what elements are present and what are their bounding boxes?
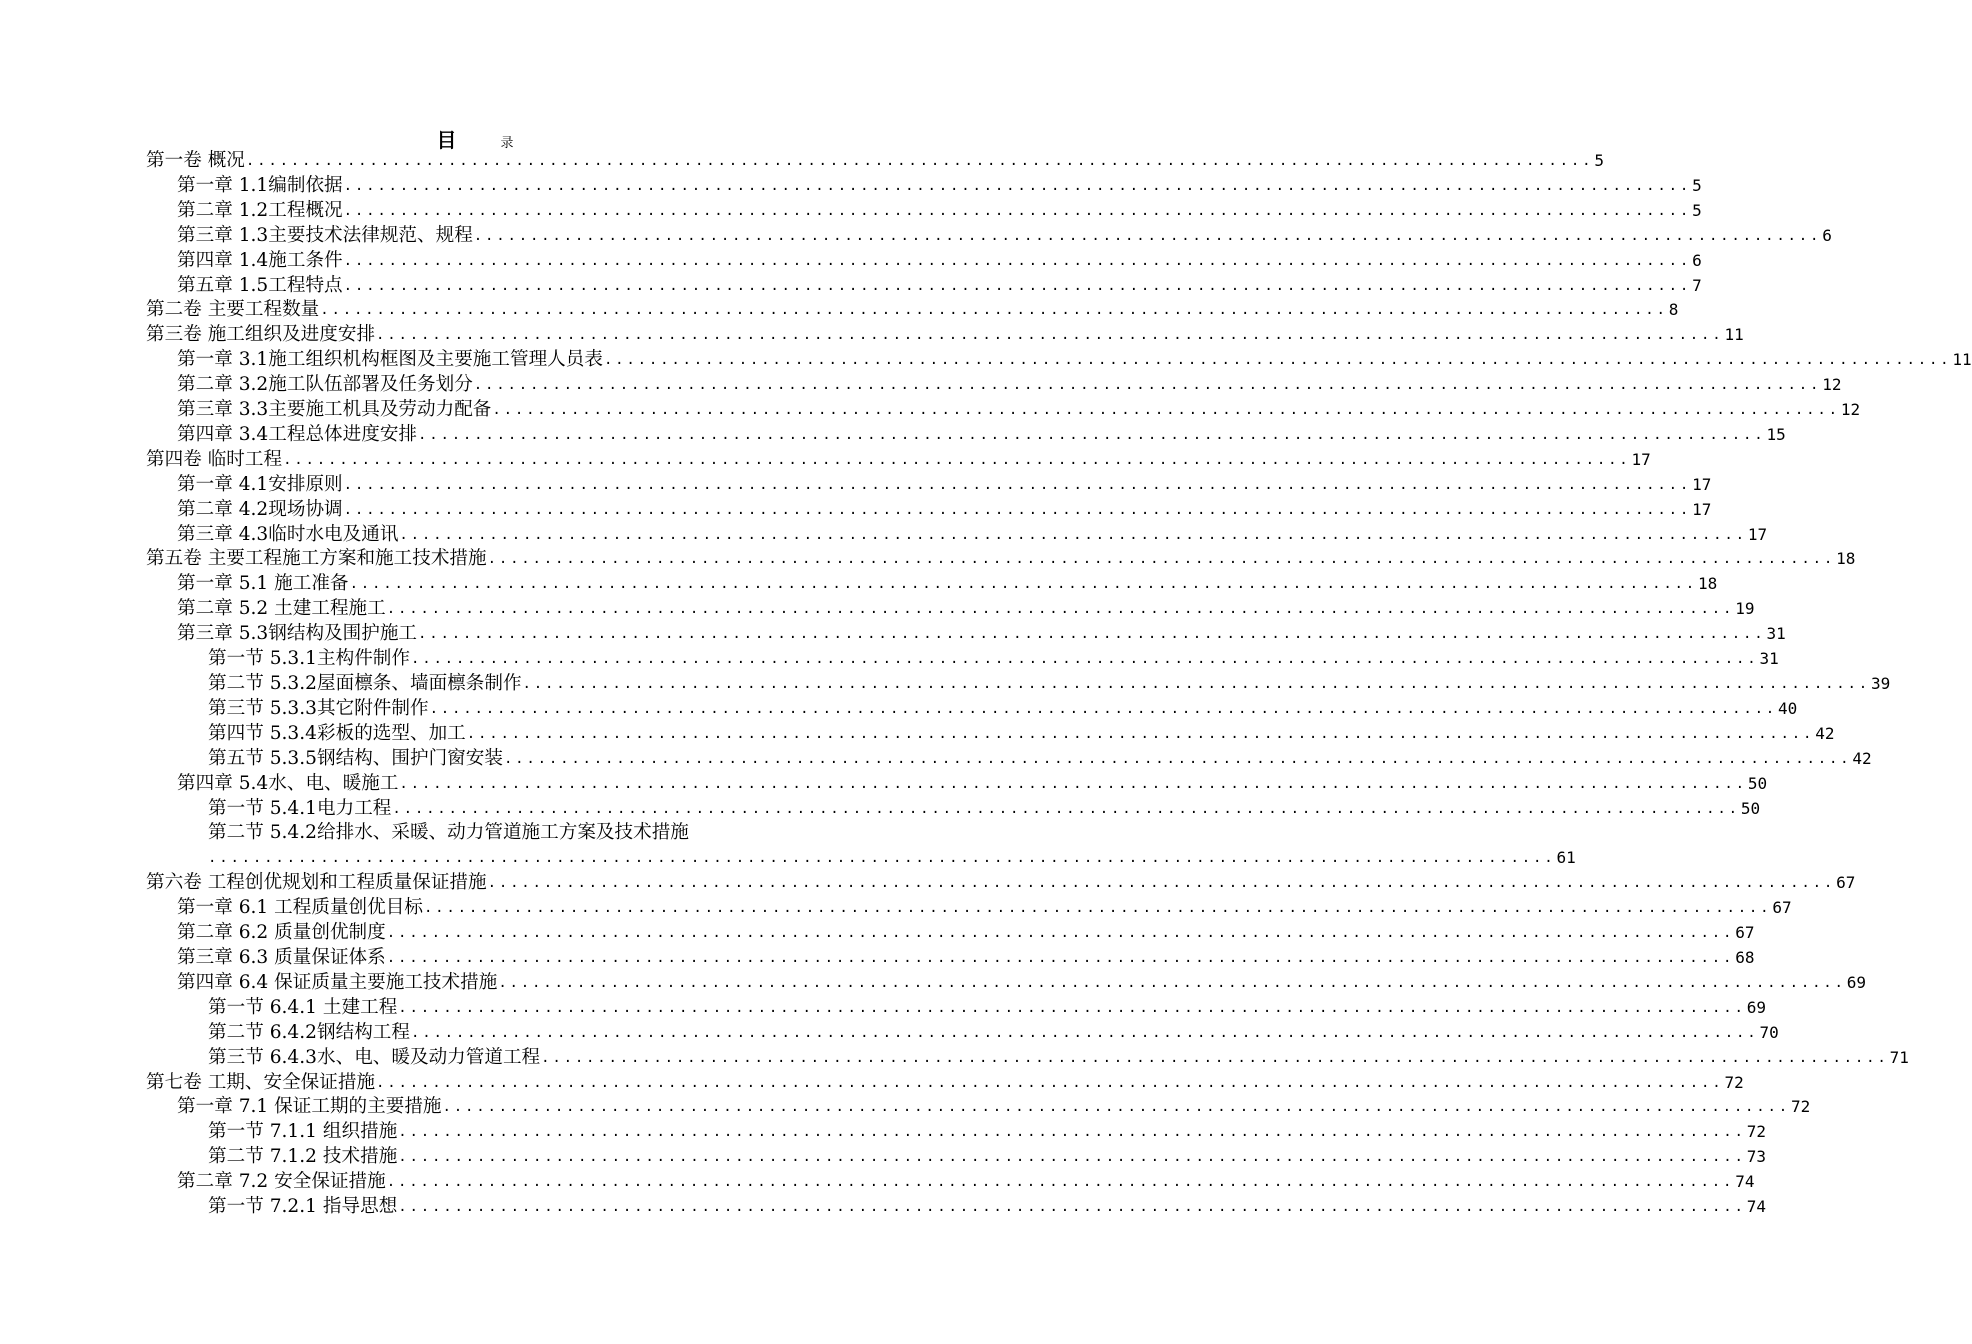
toc-dot-leader: ........................................................................................................................ [442,1099,1790,1116]
toc-entry[interactable] [146,946,1755,971]
toc-entry-label: 第三章 1.3主要技术法律规范、规程 [177,224,473,246]
toc-entry[interactable] [146,672,1891,697]
toc-page-number: 17 [1692,474,1712,494]
toc-entry[interactable] [146,846,1576,871]
toc-entry[interactable] [146,149,1604,174]
toc-entry-label: 第二章 4.2现场协调 [177,498,343,520]
toc-page-number: 61 [1556,848,1576,868]
toc-page-number: 18 [1698,574,1718,594]
toc-dot-leader: ........................................................................................................................ [386,949,1735,966]
table-of-contents [146,149,1972,1220]
toc-page-number: 67 [1735,923,1755,943]
toc-entry-label: 第一节 7.2.1 指导思想 [208,1196,398,1218]
toc-page-number: 50 [1740,798,1761,818]
toc-page-number: 5 [1692,200,1702,220]
toc-dot-leader: ........................................................................................................................ [492,402,1840,419]
toc-dot-leader: ........................................................................................................................ [418,426,1766,443]
toc-entry[interactable] [146,747,1872,772]
toc-entry-label: 第一节 5.4.1电力工程 [208,797,392,819]
toc-entry-label: 第三章 3.3主要施工机具及劳动力配备 [177,399,492,421]
toc-dot-leader: ........................................................................................................................ [398,1124,1746,1141]
toc-page-number: 11 [1952,350,1972,370]
toc-page-number: 73 [1746,1147,1767,1167]
toc-entry[interactable] [146,797,1761,822]
toc-entry-label: 第四章 6.4 保证质量主要施工技术措施 [177,971,498,993]
toc-dot-leader: ........................................................................................................................ [392,800,1740,817]
toc-page-number: 72 [1746,1122,1767,1142]
toc-entry-label: 第二章 1.2工程概况 [177,199,343,221]
toc-entry-label: 第四章 1.4施工条件 [177,249,343,271]
toc-entry[interactable] [146,896,1792,921]
toc-page-number: 17 [1747,524,1768,544]
toc-entry-label: 第四章 3.4工程总体进度安排 [177,423,418,445]
toc-page-number: 12 [1822,375,1842,395]
toc-dot-leader: ........................................................................................................................ [386,601,1735,618]
toc-page-number: 42 [1852,748,1872,768]
toc-dot-leader: ........................................................................................................................ [283,451,1631,468]
toc-dot-leader: ........................................................................................................................ [343,177,1692,194]
toc-page-number: 19 [1735,599,1755,619]
toc-title [0,124,950,152]
toc-dot-leader: ........................................................................................................................ [473,377,1822,394]
toc-entry-label: 第二章 7.2 安全保证措施 [177,1171,386,1193]
toc-dot-leader: ........................................................................................................................ [376,1074,1724,1091]
toc-entry[interactable] [146,548,1856,573]
toc-page-number: 69 [1846,972,1867,992]
toc-dot-leader: ........................................................................................................................ [349,576,1698,593]
toc-entry-label: 第五节 5.3.5钢结构、围护门窗安装 [208,747,503,769]
toc-entry[interactable] [146,398,1861,423]
toc-dot-leader: ........................................................................................................................ [343,252,1692,269]
toc-page-number: 40 [1778,698,1798,718]
toc-dot-leader: ........................................................................................................................ [343,277,1692,294]
toc-dot-leader: ........................................................................................................................ [522,676,1870,693]
toc-entry[interactable] [146,996,1767,1021]
toc-entry[interactable] [146,1120,1767,1145]
toc-entry[interactable] [146,298,1679,323]
toc-page-number: 69 [1746,997,1767,1017]
toc-entry-label: 第一章 4.1安排原则 [177,473,343,495]
toc-entry[interactable] [146,1071,1744,1096]
toc-dot-leader: ........................................................................................................................ [410,1024,1759,1041]
toc-entry-label: 第一节 6.4.1 土建工程 [208,996,398,1018]
toc-page-number: 42 [1815,723,1835,743]
toc-entry-label: 第二节 6.4.2钢结构工程 [208,1021,410,1043]
toc-entry[interactable] [146,373,1842,398]
toc-dot-leader: ........................................................................................................................ [410,651,1759,668]
toc-entry-label: 第七卷 工期、安全保证措施 [146,1071,376,1093]
toc-dot-leader: ........................................................................................................................ [541,1049,1889,1066]
toc-entry-label: 第四节 5.3.4彩板的选型、加工 [208,722,466,744]
toc-entry-label: 第三卷 施工组织及进度安排 [146,324,376,346]
toc-dot-leader: ........................................................................................................................ [245,152,1594,169]
toc-entry[interactable] [146,572,1718,597]
toc-page-number: 6 [1692,250,1702,270]
toc-title-main: 目 [436,128,457,152]
toc-entry[interactable] [146,697,1798,722]
toc-entry[interactable] [146,323,1744,348]
toc-entry[interactable] [146,174,1702,199]
toc-page-number: 5 [1692,175,1702,195]
toc-entry[interactable] [146,199,1702,224]
toc-dot-leader: ........................................................................................................................ [399,775,1747,792]
toc-entry[interactable] [146,249,1702,274]
toc-entry[interactable] [146,448,1651,473]
toc-page-number: 71 [1889,1047,1909,1067]
toc-entry[interactable] [146,423,1786,448]
toc-dot-leader: ........................................................................................................................ [343,202,1692,219]
toc-entry-label: 第二卷 主要工程数量 [146,299,320,321]
toc-entry-label: 第四卷 临时工程 [146,448,283,470]
toc-page-number: 18 [1836,549,1856,569]
toc-entry[interactable] [146,622,1786,647]
toc-page-number: 68 [1735,947,1755,967]
toc-entry-label: 第六卷 工程创优规划和工程质量保证措施 [146,872,487,894]
toc-dot-leader: ........................................................................................................................ [473,227,1822,244]
toc-entry[interactable] [146,722,1835,747]
toc-dot-leader: ........................................................................................................................ [343,501,1692,518]
toc-entry[interactable] [146,871,1856,896]
toc-dot-leader: ........................................................................................................................ [466,725,1815,742]
toc-dot-leader: ........................................................................................................................ [376,327,1724,344]
toc-page-number: 50 [1747,773,1768,793]
toc-entry[interactable] [146,348,1972,373]
toc-dot-leader: ........................................................................................................................ [603,352,1952,369]
toc-entry[interactable] [146,1145,1767,1170]
toc-entry-label: 第二节 5.4.2给排水、采暖、动力管道施工方案及技术措施 [208,822,689,844]
toc-entry[interactable] [146,821,806,846]
toc-page-number: 12 [1840,400,1861,420]
toc-dot-leader: ........................................................................................................................ [343,476,1692,493]
toc-entry-label: 第一章 5.1 施工准备 [177,573,349,595]
toc-dot-leader: ........................................................................................................................ [398,1149,1746,1166]
toc-entry-label: 第三章 5.3钢结构及围护施工 [177,623,418,645]
toc-entry-label: 第二节 7.1.2 技术措施 [208,1146,398,1168]
toc-page-number: 74 [1746,1197,1767,1217]
toc-page-number: 39 [1871,674,1891,694]
toc-entry[interactable] [146,772,1768,797]
toc-page-number: 31 [1759,649,1779,669]
toc-entry[interactable] [146,597,1755,622]
toc-page-number: 67 [1836,873,1856,893]
toc-dot-leader: ........................................................................................................................ [386,1174,1735,1191]
toc-entry-label: 第一章 6.1 工程质量创优目标 [177,897,423,919]
toc-dot-leader: ........................................................................................................................ [498,974,1846,991]
toc-entry-label: 第一节 5.3.1主构件制作 [208,648,410,670]
toc-page-number: 31 [1766,624,1786,644]
toc-dot-leader: ........................................................................................................................ [399,526,1747,543]
toc-page-number: 11 [1724,325,1744,345]
toc-entry[interactable] [146,498,1712,523]
toc-dot-leader: ........................................................................................................................ [320,302,1668,319]
toc-dot-leader: ........................................................................................................................ [503,750,1852,767]
toc-entry-label: 第二章 5.2 土建工程施工 [177,598,386,620]
toc-entry[interactable] [146,1021,1779,1046]
toc-entry-label: 第四章 5.4水、电、暖施工 [177,772,399,794]
toc-page-number: 17 [1631,449,1651,469]
toc-entry[interactable] [146,1046,1909,1071]
toc-page-number: 5 [1594,150,1604,170]
toc-entry[interactable] [146,971,1867,996]
toc-entry-label: 第三节 6.4.3水、电、暖及动力管道工程 [208,1046,541,1068]
toc-entry[interactable] [146,274,1702,299]
toc-page-number: 72 [1790,1097,1811,1117]
toc-dot-leader: ........................................................................................................................ [429,700,1778,717]
toc-dot-leader: ........................................................................................................................ [487,875,1836,892]
toc-entry-label: 第五卷 主要工程施工方案和施工技术措施 [146,548,487,570]
toc-entry-label: 第一节 7.1.1 组织措施 [208,1121,398,1143]
toc-entry-label: 第三章 6.3 质量保证体系 [177,946,386,968]
toc-page-number: 15 [1766,424,1786,444]
toc-dot-leader: ........................................................................................................................ [418,626,1766,643]
toc-entry-label: 第一章 1.1编制依据 [177,174,343,196]
toc-page-number: 70 [1759,1022,1779,1042]
toc-page-number: 17 [1692,499,1712,519]
toc-entry[interactable] [146,224,1832,249]
toc-entry[interactable] [146,473,1712,498]
toc-dot-leader: ........................................................................................................................ [423,900,1772,917]
toc-entry-label: 第三节 5.3.3其它附件制作 [208,697,429,719]
toc-dot-leader: ........................................................................................................................ [398,999,1746,1016]
toc-entry[interactable] [146,647,1779,672]
toc-dot-leader: ........................................................................................................................ [487,551,1836,568]
toc-dot-leader: ........................................................................................................................ [398,1199,1746,1216]
toc-entry-label: 第一卷 概况 [146,149,245,171]
toc-dot-leader: ........................................................................................................................ [386,925,1735,942]
toc-entry[interactable] [146,1195,1767,1220]
toc-page-number: 72 [1724,1072,1744,1092]
toc-entry-label: 第二节 5.3.2屋面檩条、墙面檩条制作 [208,673,522,695]
toc-entry-label: 第二章 3.2施工队伍部署及任务划分 [177,374,473,396]
toc-entry[interactable] [146,921,1755,946]
toc-entry[interactable] [146,1170,1755,1195]
toc-entry-label: 第五章 1.5工程特点 [177,274,343,296]
toc-page-number: 67 [1772,898,1792,918]
toc-entry[interactable] [146,523,1768,548]
toc-entry[interactable] [146,1095,1811,1120]
toc-page-number: 74 [1735,1172,1755,1192]
toc-entry-label: 第一章 7.1 保证工期的主要措施 [177,1096,442,1118]
toc-page-number: 6 [1822,225,1832,245]
toc-title-sub: 录 [500,136,514,151]
toc-page-number: 8 [1668,300,1679,320]
toc-page-number: 7 [1692,275,1702,295]
toc-dot-leader: ........................................................................................................................ [208,850,1556,867]
toc-entry-label: 第二章 6.2 质量创优制度 [177,922,386,944]
toc-entry-label: 第一章 3.1施工组织机构框图及主要施工管理人员表 [177,349,603,371]
toc-entry-label: 第三章 4.3临时水电及通讯 [177,523,399,545]
